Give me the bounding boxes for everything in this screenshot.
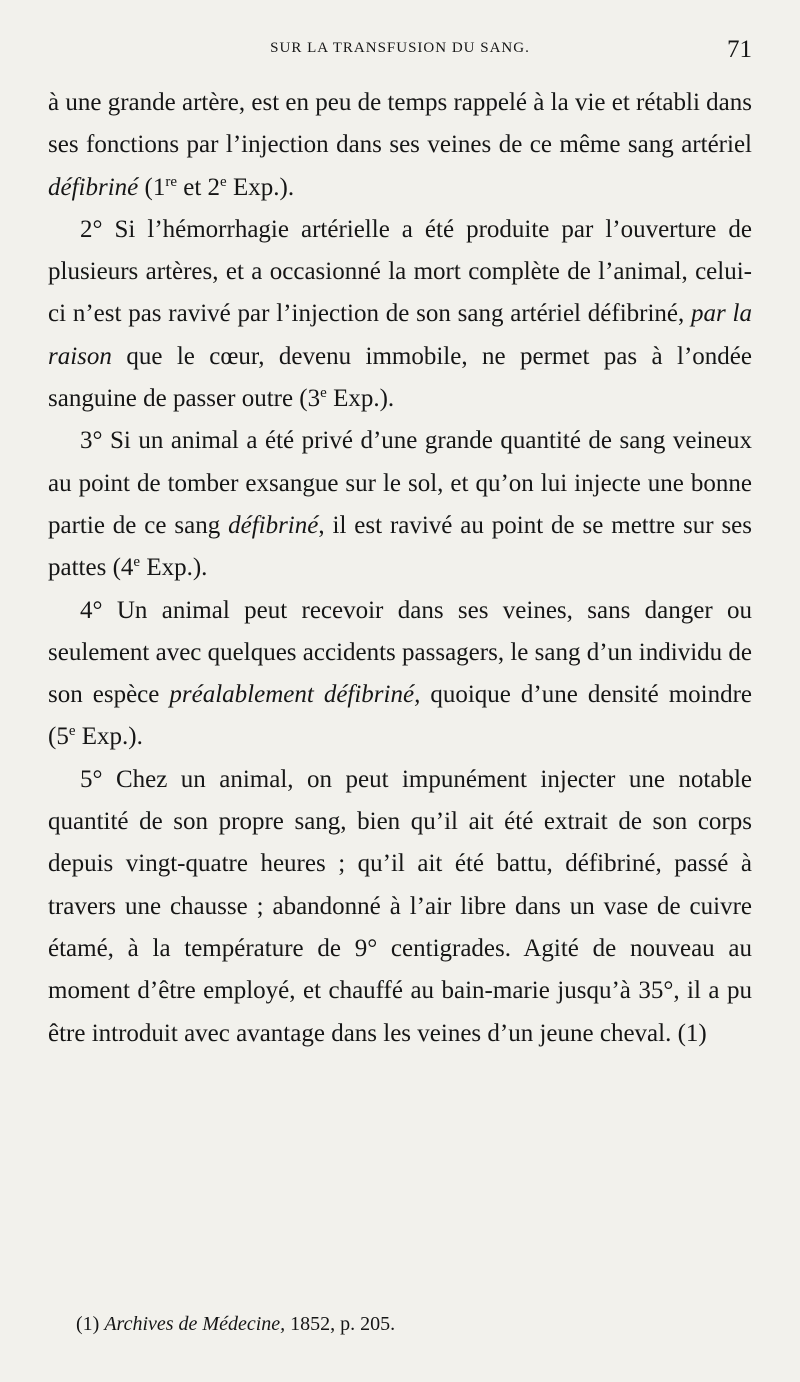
footnote-marker: (1) [76,1313,100,1335]
paragraph-4: 4° Un animal peut recevoir dans ses veines, sans danger ou seulement avec quelques accidents passagers, le sang d’un individu de son espèce préalablement défibriné, quoique d’une densité moindre (5e Exp.). [48,596,753,751]
page-header [48,36,752,76]
paragraph-2: 2° Si l’hémorrhagie artérielle a été produite par l’ouverture de plusieurs artères, et a occasionné la mort complète de l’animal, celui-ci n’est pas ravivé par l’injection de son sang artériel défibriné, par la raison que le cœur, devenu immobile, ne permet pas à l’ondée sanguine de passer outre (3e Exp.). [48,215,752,413]
footnote-source: Archives de Médecine, [104,1313,286,1335]
paragraph-3: 3° Si un animal a été privé d’une grande quantité de sang veineux au point de tomber exsangue sur le sol, et qu’on lui injecte une bonne partie de ce sang défibriné, il est ravivé au point de se mettre sur ses pattes (4e Exp.). [48,427,753,582]
paragraph-5: 5° Chez un animal, on peut impunément injecter une notable quantité de son propre sang, bien qu’il ait été extrait de son corps depuis vingt-quatre heures ; qu’il ait été battu, défibriné, passé à travers une chausse ; abandonné à l’air libre dans un vase de cuivre étamé, à la température de 9° centigrades. Agité de nouveau au moment d’être employé, et chauffé au bain-marie jusqu’à 35°, il a pu être introduit avec avantage dans les veines d’un jeune cheval. (1) [48,765,752,1047]
body-text [48,82,752,1055]
footnote-text: 1852, p. 205. [285,1313,396,1335]
footnote [76,1313,756,1336]
footnote-reference: (1) [677,1019,707,1047]
paragraph-1: à une grande artère, est en peu de temps rappelé à la vie et rétabli dans ses fonctions par l’injection dans ses veines de ce même sang artériel défibriné (1re et 2e Exp.). [48,89,752,201]
running-head: SUR LA TRANSFUSION DU SANG. [270,40,530,56]
page-number: 71 [727,36,752,63]
